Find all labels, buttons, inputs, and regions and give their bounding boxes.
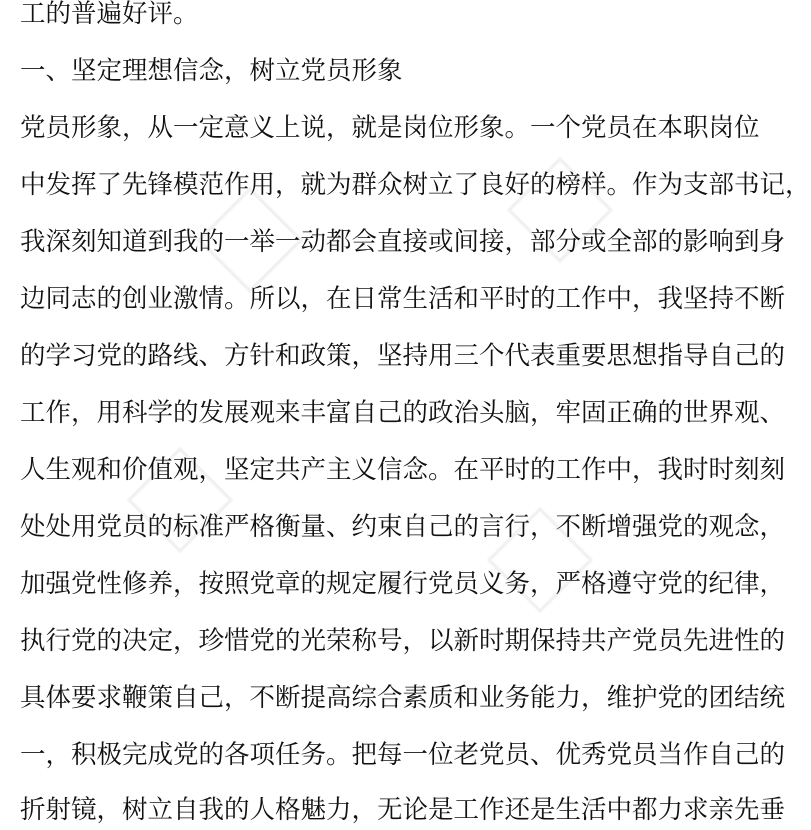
text-line-5: 我深刻知道到我的一举一动都会直接或间接，部分或全部的影响到身 — [20, 227, 786, 257]
text-line-10: 处处用党员的标准严格衡量、约束自己的言行，不断增强党的观念， — [20, 512, 786, 542]
text-line-15: 折射镜，树立自我的人格魅力，无论是工作还是生活中都力求亲先垂 — [20, 795, 786, 825]
text-line-11: 加强党性修养，按照党章的规定履行党员义务，严格遵守党的纪律， — [20, 569, 786, 599]
section-heading: 一、坚定理想信念，树立党员形象 — [20, 56, 403, 86]
text-line-13: 具体要求鞭策自己，不断提高综合素质和业务能力，维护党的团结统 — [20, 683, 786, 713]
text-line-7: 的学习党的路线、方针和政策，坚持用三个代表重要思想指导自己的 — [20, 341, 786, 371]
text-line-6: 边同志的创业激情。所以，在日常生活和平时的工作中，我坚持不断 — [20, 284, 786, 314]
text-line-4: 中发挥了先锋模范作用，就为群众树立了良好的榜样。作为支部书记， — [20, 170, 811, 200]
text-line-8: 工作，用科学的发展观来丰富自己的政治头脑，牢固正确的世界观、 — [20, 398, 786, 428]
text-line-12: 执行党的决定，珍惜党的光荣称号，以新时期保持共产党员先进性的 — [20, 626, 786, 656]
text-line-9: 人生观和价值观，坚定共产主义信念。在平时的工作中，我时时刻刻 — [20, 455, 786, 485]
text-line-3: 党员形象，从一定意义上说，就是岗位形象。一个党员在本职岗位 — [20, 113, 760, 143]
text-line-1: 工的普遍好评。 — [20, 0, 199, 29]
text-line-14: 一，积极完成党的各项任务。把每一位老党员、优秀党员当作自己的 — [20, 740, 786, 770]
